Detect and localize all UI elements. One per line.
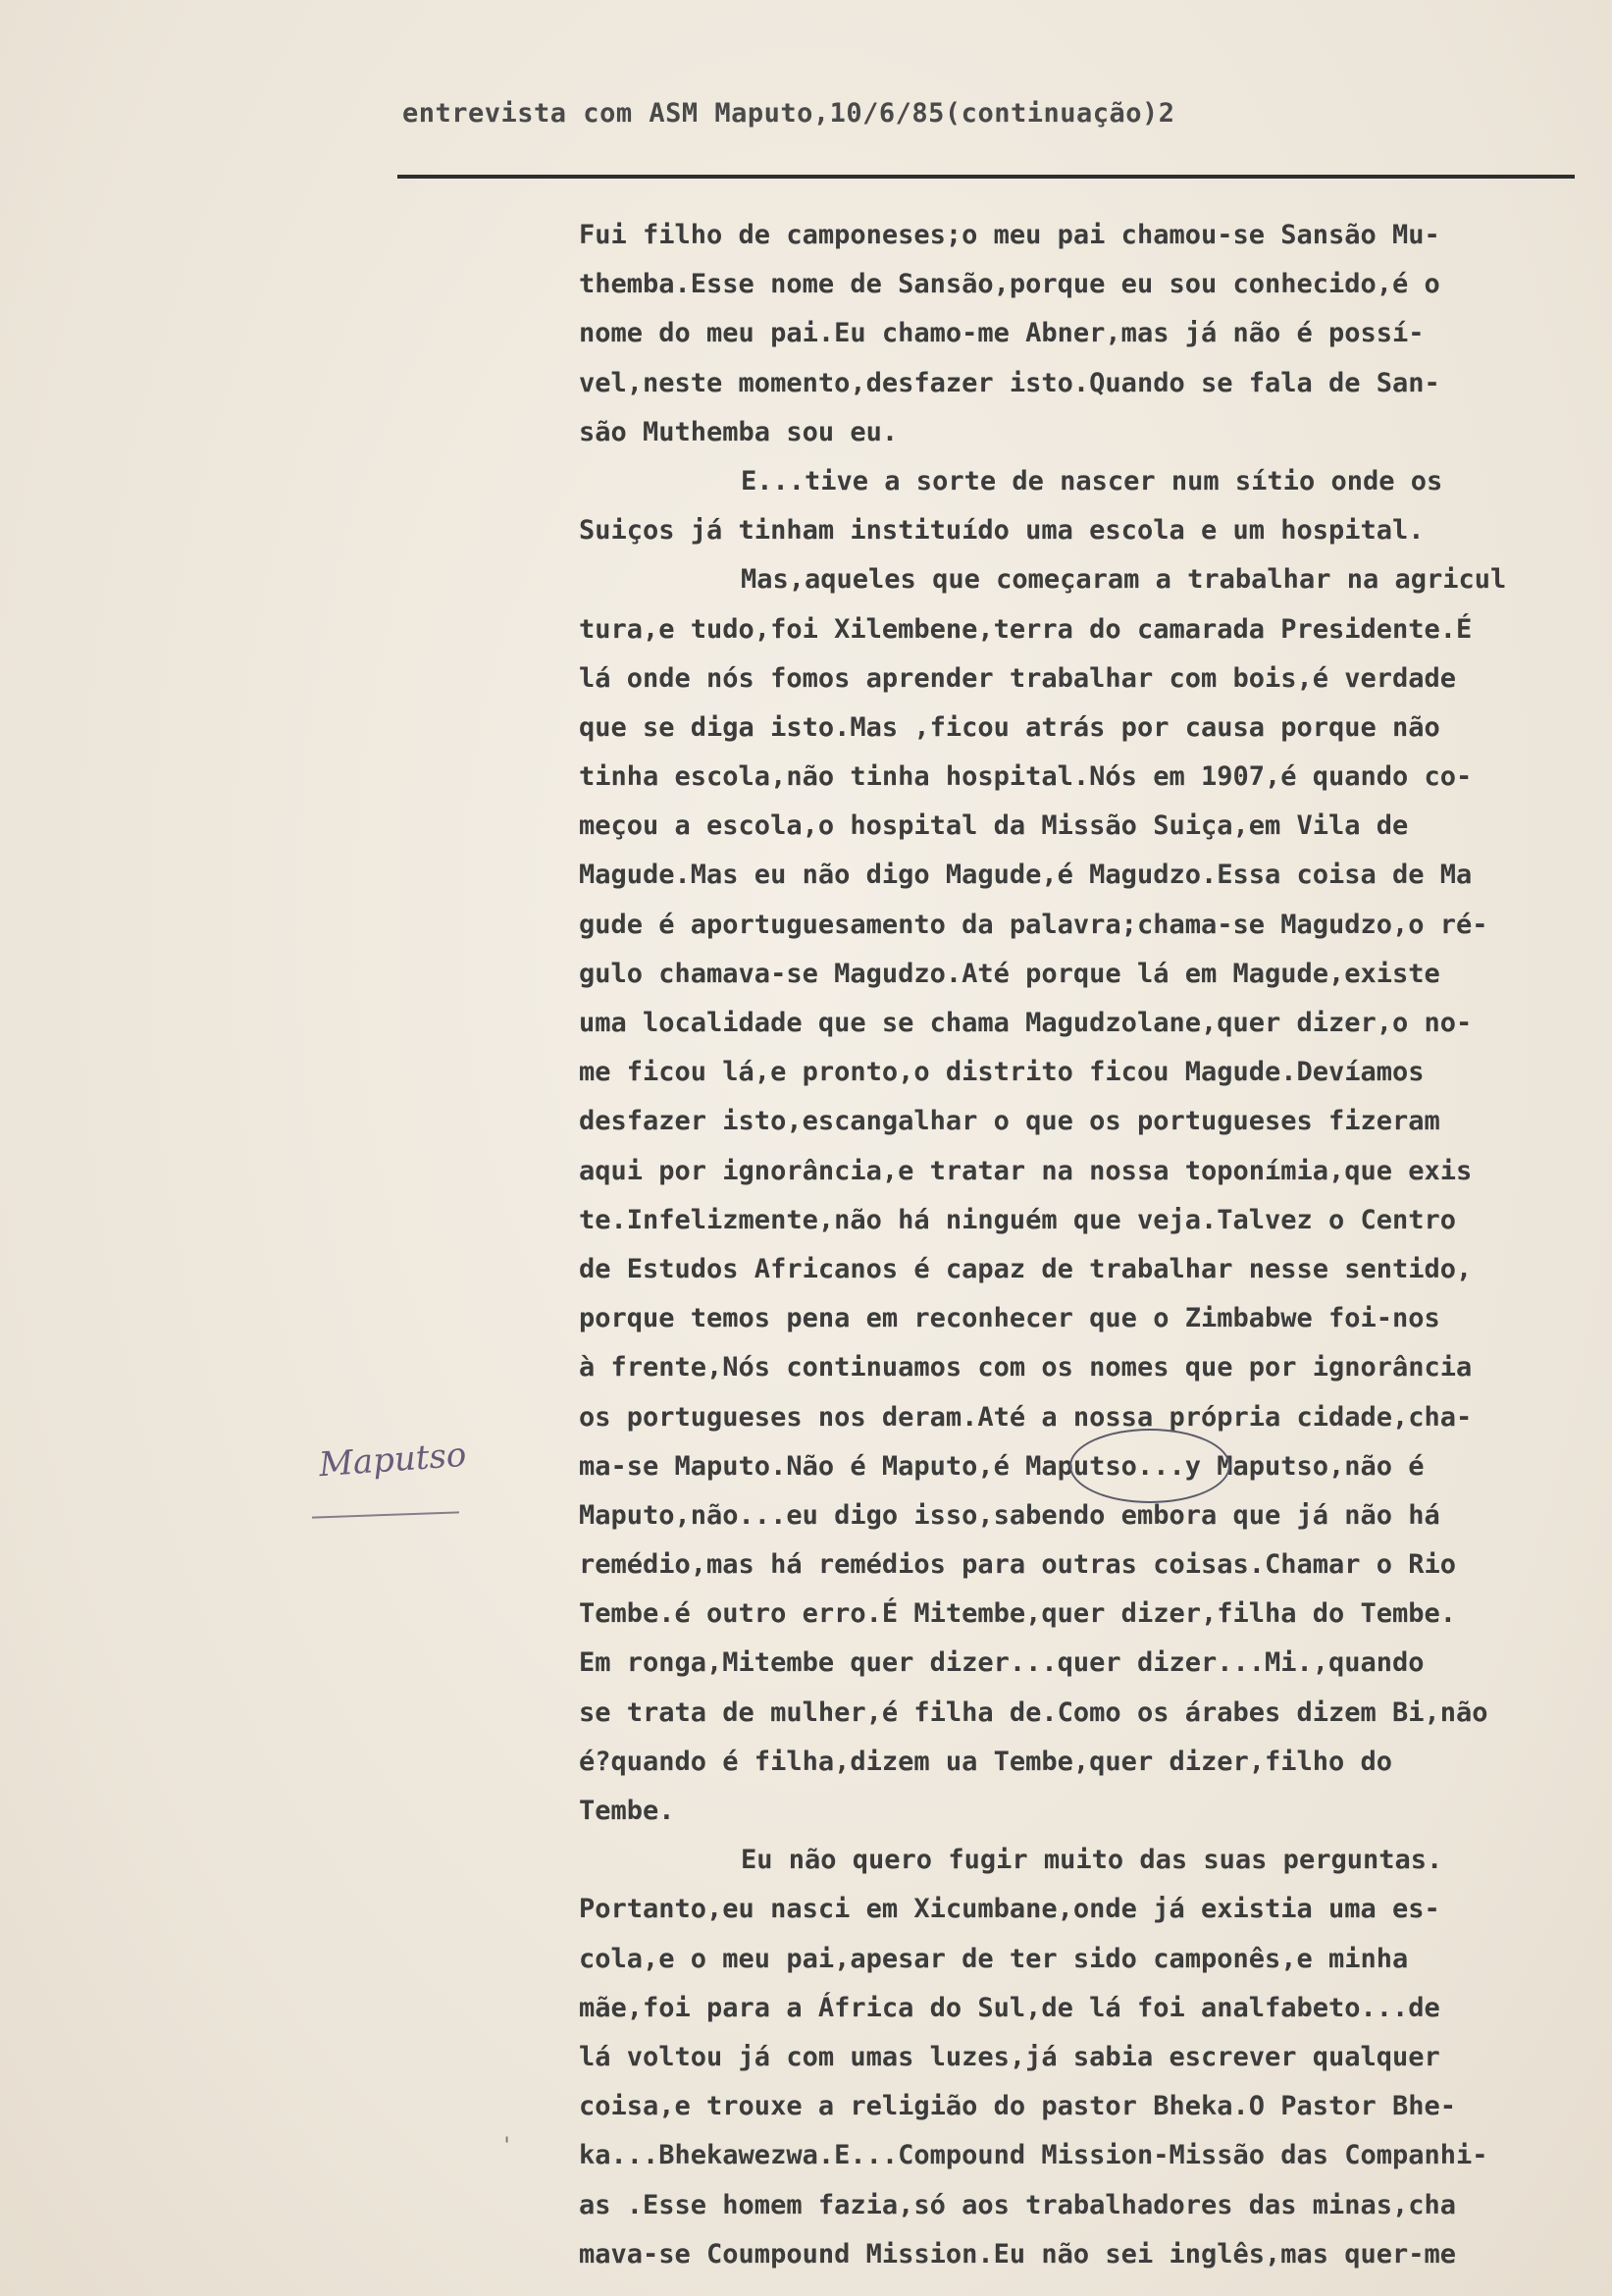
text-line: Mas,aqueles que começaram a trabalhar na agricul <box>741 564 1507 596</box>
text-line: themba.Esse nome de Sansão,porque eu sou conhecido,é o <box>579 269 1440 300</box>
text-line: Maputo,não...eu digo isso,sabendo embora que já não há <box>579 1499 1440 1531</box>
text-line: desfazer isto,escangalhar o que os portugueses fizeram <box>579 1106 1440 1137</box>
text-line: é?quando é filha,dizem ua Tembe,quer dizer,filho do <box>579 1746 1393 1777</box>
text-line: nome do meu pai.Eu chamo-me Abner,mas já não é possí- <box>579 318 1425 349</box>
text-line: Eu não quero fugir muito das suas perguntas. <box>741 1845 1443 1876</box>
text-line: os portugueses nos deram.Até a nossa própria cidade,cha- <box>579 1401 1473 1433</box>
text-line: te.Infelizmente,não há ninguém que veja.Talvez o Centro <box>579 1204 1457 1235</box>
text-line: Portanto,eu nasci em Xicumbane,onde já existia uma es- <box>579 1894 1440 1925</box>
handwritten-circle-mark <box>1069 1429 1230 1503</box>
document-header: entrevista com ASM Maputo,10/6/85(continuação)2 <box>402 98 1175 129</box>
text-line: vel,neste momento,desfazer isto.Quando se fala de San- <box>579 367 1440 398</box>
text-line: uma localidade que se chama Magudzolane,quer dizer,o no- <box>579 1008 1473 1038</box>
text-line: porque temos pena em reconhecer que o Zimbabwe foi-nos <box>579 1303 1440 1334</box>
text-line: mava-se Coumpound Mission.Eu não sei inglês,mas quer-me <box>579 2238 1457 2270</box>
text-line: ma-se Maputo.Não é Maputo,é Maputso...y Maputso,não é <box>579 1450 1425 1482</box>
margin-handwritten-note: Maputso <box>317 1435 468 1486</box>
text-line: me ficou lá,e pronto,o distrito ficou Magude.Devíamos <box>579 1057 1425 1088</box>
text-line: Tembe.é outro erro.É Mitembe,quer dizer,filha do Tembe. <box>579 1598 1457 1630</box>
text-line: as .Esse homem fazia,só aos trabalhadores das minas,cha <box>579 2189 1457 2220</box>
text-line: que se diga isto.Mas ,ficou atrás por causa porque não <box>579 711 1440 743</box>
text-line: de Estudos Africanos é capaz de trabalhar nesse sentido, <box>579 1253 1473 1284</box>
text-line: se trata de mulher,é filha de.Como os árabes dizem Bi,não <box>579 1696 1488 1728</box>
text-line: à frente,Nós continuamos com os nomes que por ignorância <box>579 1352 1473 1383</box>
text-line: ka...Bhekawezwa.E...Compound Mission-Missão das Companhi- <box>579 2140 1488 2171</box>
text-line: lá onde nós fomos aprender trabalhar com bois,é verdade <box>579 662 1457 694</box>
text-line: meçou a escola,o hospital da Missão Suiça,em Vila de <box>579 810 1409 842</box>
text-line: cola,e o meu pai,apesar de ter sido camponês,e minha <box>579 1943 1409 1974</box>
margin-note-underline <box>312 1511 459 1518</box>
text-line: Em ronga,Mitembe quer dizer...quer dizer...Mi.,quando <box>579 1647 1425 1679</box>
text-line: coisa,e trouxe a religião do pastor Bheka.O Pastor Bhe- <box>579 2091 1457 2122</box>
text-line: Magude.Mas eu não digo Magude,é Magudzo.Essa coisa de Ma <box>579 860 1473 891</box>
text-line: Suiços já tinham instituído uma escola e um hospital. <box>579 515 1425 547</box>
header-rule <box>397 175 1575 179</box>
text-line: gulo chamava-se Magudzo.Até porque lá em Magude,existe <box>579 958 1440 989</box>
text-line: lá voltou já com umas luzes,já sabia escrever qualquer <box>579 2041 1440 2072</box>
text-line: aqui por ignorância,e tratar na nossa toponímia,que exis <box>579 1155 1473 1186</box>
text-line: Tembe. <box>579 1796 675 1826</box>
text-line: remédio,mas há remédios para outras coisas.Chamar o Rio <box>579 1549 1457 1581</box>
text-line: mãe,foi para a África do Sul,de lá foi analfabeto...de <box>579 1992 1440 2023</box>
typewritten-body <box>579 211 1599 2279</box>
text-line: E...tive a sorte de nascer num sítio onde os <box>741 465 1443 496</box>
text-line: são Muthemba sou eu. <box>579 416 899 447</box>
text-line: tinha escola,não tinha hospital.Nós em 1907,é quando co- <box>579 761 1473 793</box>
small-pencil-mark: ' <box>500 2134 514 2159</box>
text-line: tura,e tudo,foi Xilembene,terra do camarada Presidente.É <box>579 613 1473 645</box>
text-line: Fui filho de camponeses;o meu pai chamou-se Sansão Mu- <box>579 220 1440 250</box>
text-line: gude é aportuguesamento da palavra;chama-se Magudzo,o ré- <box>579 909 1488 940</box>
